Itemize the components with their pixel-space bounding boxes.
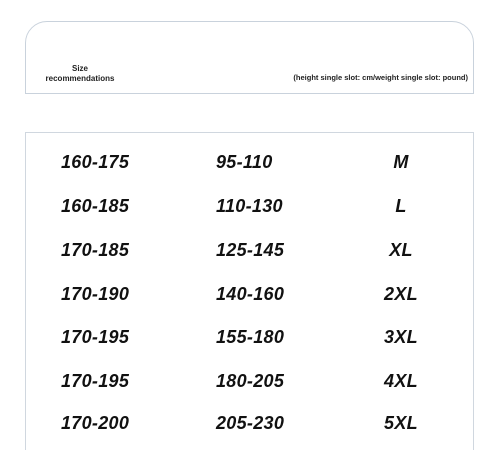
size-cell: 3XL (384, 327, 418, 347)
weight-cell: 205-230 (216, 413, 285, 433)
height-cell: 170-195 (61, 371, 130, 391)
height-cell: 170-200 (61, 413, 130, 433)
header-title-line2: recommendations (45, 74, 115, 83)
weight-cell: 180-205 (216, 371, 285, 391)
size-cell: 5XL (384, 413, 418, 433)
weight-cell: 140-160 (216, 284, 285, 304)
weight-cell: 155-180 (216, 327, 285, 347)
size-cell: M (393, 152, 409, 172)
height-cell: 170-185 (61, 240, 130, 260)
table-row (26, 235, 473, 265)
table-row (26, 366, 473, 396)
table-row (26, 279, 473, 309)
size-cell: 2XL (384, 284, 418, 304)
weight-cell: 110-130 (216, 196, 283, 216)
height-cell: 170-195 (61, 327, 130, 347)
table-row (26, 191, 473, 221)
height-cell: 160-175 (61, 152, 130, 172)
header-title-line1: Size (71, 64, 88, 73)
weight-cell: 125-145 (216, 240, 285, 260)
weight-cell: 95-110 (216, 152, 273, 172)
height-cell: 170-190 (61, 284, 130, 304)
unit-note: (height single slot: cm/weight single slot: pound) (293, 73, 468, 82)
size-cell: 4XL (384, 371, 418, 391)
size-table (25, 132, 474, 450)
height-cell: 160-185 (61, 196, 130, 216)
table-row (26, 408, 473, 438)
size-cell: XL (389, 240, 413, 260)
size-cell: L (395, 196, 407, 216)
table-row (26, 147, 473, 177)
table-row (26, 322, 473, 352)
header-title (40, 64, 120, 84)
